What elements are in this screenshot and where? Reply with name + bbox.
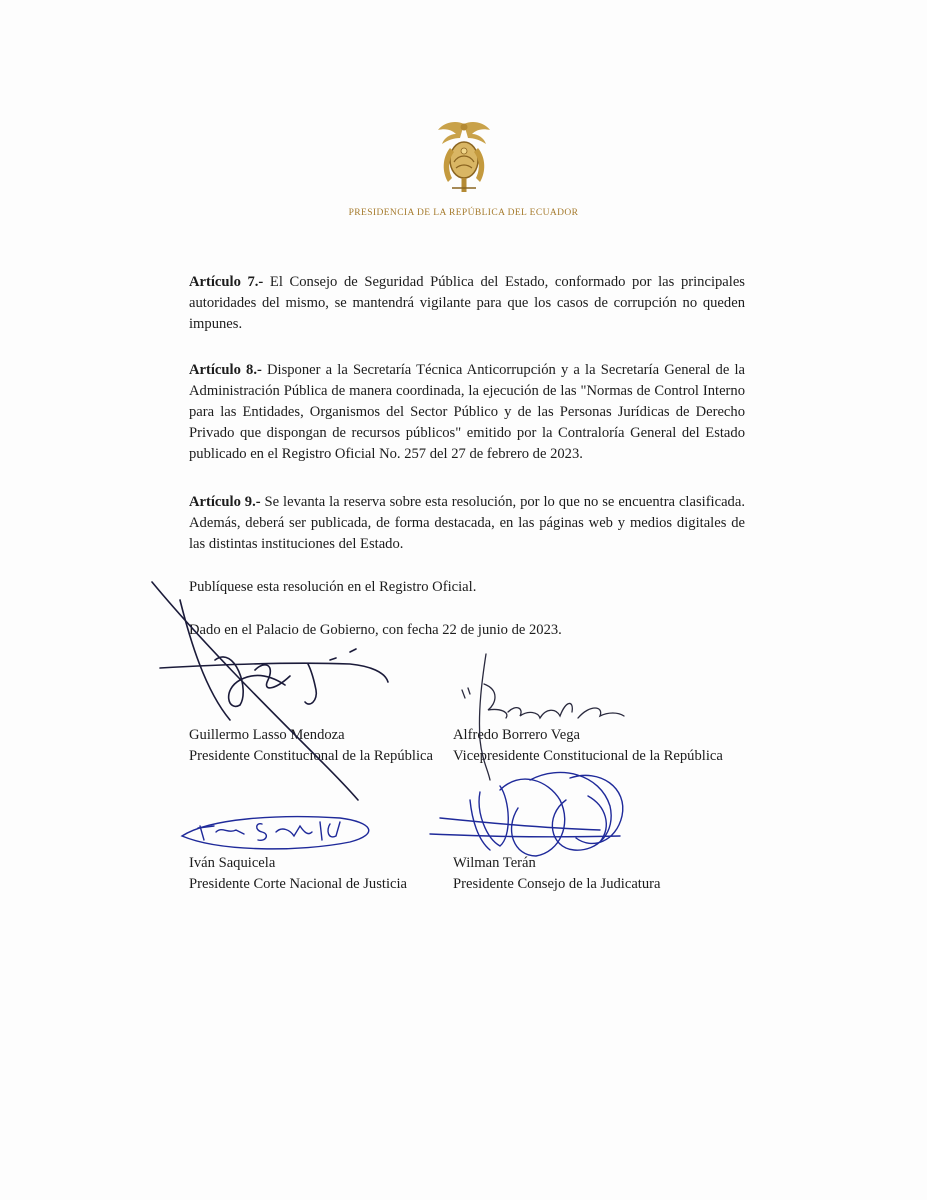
signatory-name: Iván Saquicela [189,855,276,871]
signatory-role: Presidente Consejo de la Judicatura [453,876,661,892]
institution-name: PRESIDENCIA DE LA REPÚBLICA DEL ECUADOR [348,208,579,218]
article-text: El Consejo de Seguridad Pública del Estado, conformado por las principales autoridades del mismo, se mantendrá vigilante para que los casos de corrupción no queden impunes. [189,274,745,332]
given-date: Dado en el Palacio de Gobierno, con fecha 22 de junio de 2023. [189,622,562,638]
publication-order: Publíquese esta resolución en el Registro Oficial. [189,579,477,595]
signatory-name: Alfredo Borrero Vega [453,727,580,743]
article-text: Se levanta la reserva sobre esta resolución, por lo que no se encuentra clasificada. Además, deberá ser publicada, de forma destacada, en las páginas web y medios digitales de las distintas instituciones del Estado. [189,494,745,552]
signature-lasso [152,582,388,800]
article-label: Artículo 8.- [189,362,262,378]
article-8 [189,360,745,465]
signature-teran [430,772,623,856]
signature-saquicela [182,817,369,849]
article-label: Artículo 7.- [189,274,264,290]
coat-of-arms-emblem [434,118,494,196]
article-label: Artículo 9.- [189,494,261,510]
signatory-role: Presidente Constitucional de la República [189,748,433,764]
signatory-name: Guillermo Lasso Mendoza [189,727,345,743]
signatory-role: Presidente Corte Nacional de Justicia [189,876,408,892]
signatory-role: Vicepresidente Constitucional de la República [453,748,723,764]
article-9 [189,492,745,555]
article-7 [189,272,745,335]
letterhead [0,118,927,218]
signatory-name: Wilman Terán [453,855,536,871]
article-text: Disponer a la Secretaría Técnica Anticorrupción y a la Secretaría General de la Administración Pública de manera coordinada, la ejecución de las "Normas de Control Interno para las Entidades, Organismos del Sector Público y de las Personas Jurídicas de Derecho Privado que dispongan de recursos públicos" emitido por la Contraloría General del Estado publicado en el Registro Oficial No. 257 del 27 de febrero de 2023. [189,362,745,462]
